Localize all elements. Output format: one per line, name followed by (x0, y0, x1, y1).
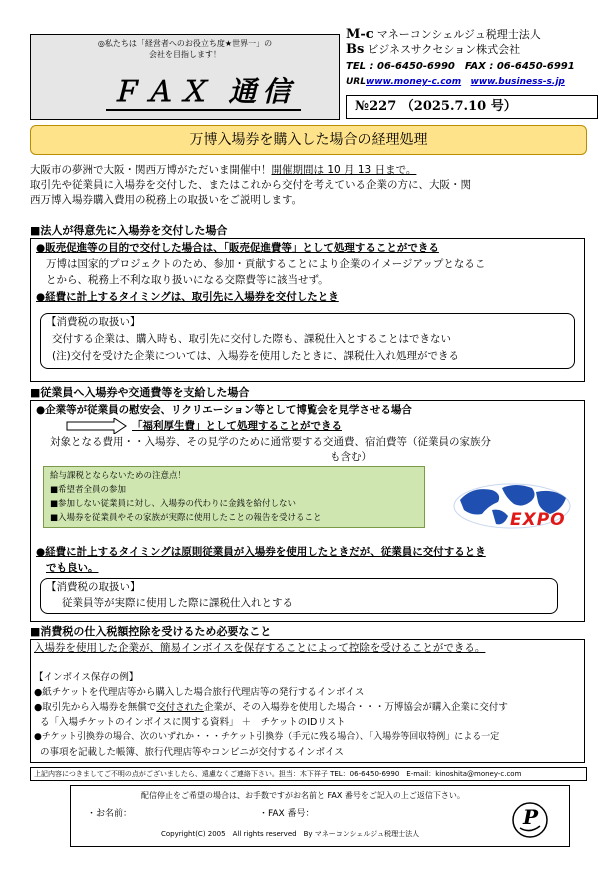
s3-ex2c: 企業が、その入場券を使用した場合・・・万博協会が購入企業に交付す (203, 702, 508, 713)
company1-logo: M-c (346, 27, 374, 42)
s2-bullet2a: ●経費に計上するタイミングは原則従業員が入場券を使用したときだが、従業員に交付するとき (36, 546, 486, 558)
s3-ex3: る「入場チケットのインボイスに関する資料」 ＋ チケットのIDリスト (40, 717, 346, 728)
tel-fax: TEL : 06-6450-6990 FAX : 06-6450-6991 (346, 61, 575, 72)
s1-bullet2: ●経費に計上するタイミングは、取引先に入場券を交付したとき (36, 291, 339, 303)
s2-tax-title: 【消費税の取扱い】 (46, 581, 141, 593)
s2-bullet1: ●企業等が従業員の慰安会、リクリエーション等として博覧会を見学させる場合 (36, 404, 412, 416)
url-line (346, 75, 596, 89)
url-label: URL (346, 77, 366, 87)
page-title: 万博入場券を購入した場合の経理処理 (30, 125, 587, 155)
s3-ex2b: 交付された (156, 702, 204, 713)
s1-body1: 万博は国家的プロジェクトのため、参加・貢献することにより企業のイメージアップとなるこ (46, 258, 486, 270)
company1 (346, 27, 596, 42)
fax-number-label[interactable]: ・FAX 番号： (259, 809, 315, 819)
intro-line1a: 大阪市の夢洲で大阪・関西万博がただいま開催中！ (30, 164, 272, 176)
privacy-mark-letter: P (523, 805, 539, 829)
note-item-3: ■入場券を従業員やその家族が実際に使用したことの報告を受けること (50, 513, 322, 523)
s1-bullet1: ●販売促進等の目的で交付した場合は、「販売促進費等」として処理することができる (36, 242, 439, 254)
note-title: 給与課税とならないための注意点！ (50, 471, 187, 481)
s2-arrow-text: 「福利厚生費」として処理することができる (132, 420, 342, 432)
company2-logo: Bs (346, 42, 365, 57)
privacy-mark (510, 800, 550, 840)
s3-ex4: ●チケット引換券の場合、次のいずれか・・・チケット引換券（手元に残る場合）、「入場券等回収特例」による一定 (34, 732, 500, 742)
s3-ex2: ●取引先から入場券を無償で交付された企業が、その入場券を使用した場合・・・万博協会が購入企業に交付す (34, 702, 508, 713)
s1-tax2: (注)交付を受けた企業については、入場券を使用したときに、課税仕入れ処理ができる (52, 350, 459, 362)
section2-heading: ■従業員へ入場券や交通費等を支給した場合 (30, 386, 250, 399)
header-left-box (30, 34, 340, 120)
intro-line2: 取引先や従業員に入場券を交付した、またはこれから交付を考えている企業の方に、大阪・関 (30, 179, 471, 191)
contact-note: 上記内容につきましてご不明の点がございましたら、遠慮なくご連絡下さい。担当：木下祥子 TEL：06-6450-6990 E-mail：kinoshita@money-c.com (30, 767, 587, 781)
company2-name: ビジネスサクセション株式会社 (367, 43, 521, 56)
company-info (346, 27, 596, 89)
s3-ex1: ●紙チケットを代理店等から購入した場合旅行代理店等の発行するインボイス (34, 687, 365, 698)
section3-heading: ■消費税の仕入税額控除を受けるため必要なこと (30, 625, 272, 638)
intro-line1b: 開催期間は 10 月 13 日まで。 (271, 164, 417, 176)
company2 (346, 42, 596, 57)
s3-ex5: の事項を記載した帳簿、旅行代理店等やコンビニが交付するインボイス (40, 747, 344, 758)
company1-name: マネーコンシェルジュ税理士法人 (376, 28, 541, 41)
s2-tax1: 従業員等が実際に使用した際に課税仕入れとする (62, 597, 293, 609)
fax-title: ＦＡＸ 通信 (106, 75, 301, 111)
s2-bullet2c: でも良い。 (46, 562, 99, 574)
reply-line: 配信停止をご希望の場合は、お手数ですがお名前と FAX 番号をご記入の上ご返信下さい。 (141, 791, 465, 800)
url-link-1[interactable]: www.money-c.com (365, 77, 462, 87)
arrow-icon (66, 418, 128, 434)
s2-bullet2b: き (475, 546, 486, 558)
expo-logo (452, 480, 572, 536)
company-motto: ◎私たちは「経営者へのお役立ち度★世界一」の 会社を目指します！ (97, 39, 273, 59)
url-link-2[interactable]: www.business-s.jp (470, 77, 565, 87)
reply-box (70, 785, 570, 847)
s1-tax1: 交付する企業は、購入時も、取引先に交付した際も、課税仕入とすることはできない (52, 333, 451, 345)
intro-line3: 西万博入場券購入費用の税務上の取扱いをご説明します。 (30, 194, 303, 206)
intro (30, 163, 590, 208)
s1-body2: とから、税務上不利な取り扱いになる交際費等に該当せず。 (46, 274, 329, 286)
expo-text: EXPO (510, 510, 566, 530)
s1-tax-title: 【消費税の取扱い】 (46, 316, 141, 328)
s3-example-title: 【インボイス保存の例】 (34, 672, 139, 683)
s2-body2: も含む） (330, 451, 372, 463)
issue-number: №227 （2025.7.10 号） (346, 95, 598, 119)
s3-lead: 入場券を使用した企業が、簡易インボイスを保存することによって控除を受けることができる。 (34, 642, 486, 654)
name-label[interactable]: ・お名前： (87, 809, 133, 819)
s2-body1: 対象となる費用・・入場券、その見学のために通常要する交通費、宿泊費等（従業員の家族分 (50, 436, 491, 448)
copyright: Copyright(C) 2005 All rights reserved By マネーコンシェルジュ税理士法人 (161, 830, 420, 838)
section1-heading: ■法人が得意先に入場券を交付した場合 (30, 224, 228, 237)
note-item-2: ■参加しない従業員に対し、入場券の代わりに金銭を給付しない (50, 499, 297, 509)
note-item-1: ■希望者全員の参加 (50, 485, 127, 495)
note-box (43, 466, 425, 528)
